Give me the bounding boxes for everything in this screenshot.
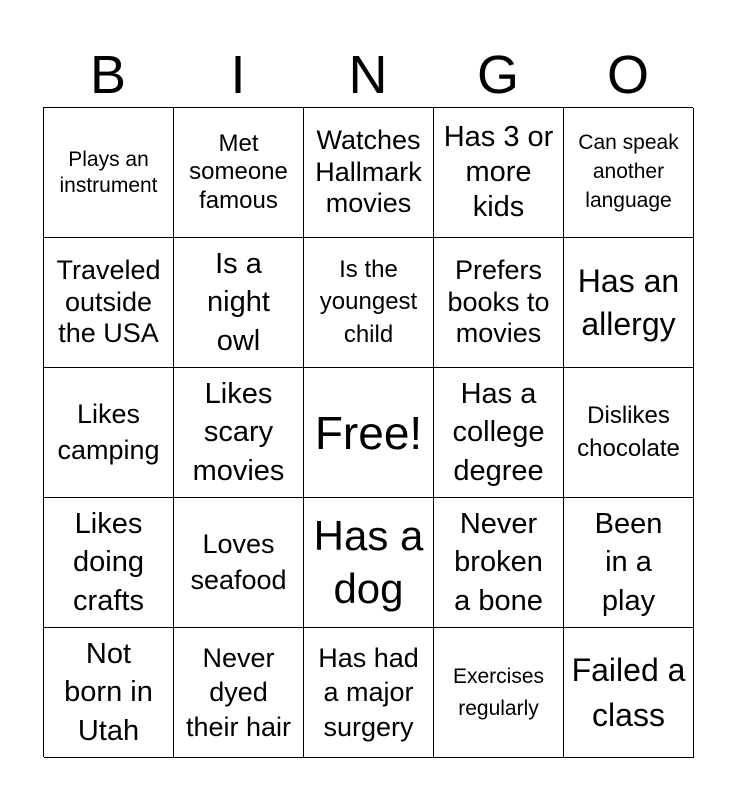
cell-text: Is the youngest child xyxy=(319,255,418,348)
header-letter-i: I xyxy=(230,45,246,105)
cell-text: Is a night owl xyxy=(207,248,270,357)
cell-text: Never broken a bone xyxy=(454,508,543,617)
cell-text: Never dyed their hair xyxy=(185,642,292,742)
header-letter-o: O xyxy=(606,45,649,105)
cell-text: Has had a major surgery xyxy=(318,642,419,742)
bingo-cell[interactable] xyxy=(564,628,694,758)
cell-text: Failed a class xyxy=(571,652,686,733)
bingo-cell[interactable] xyxy=(564,108,694,238)
cell-text: Has 3 or more kids xyxy=(443,121,554,223)
bingo-cell[interactable] xyxy=(44,368,174,498)
cell-text: Likes doing crafts xyxy=(73,508,144,617)
bingo-header xyxy=(43,44,693,106)
bingo-cell[interactable] xyxy=(174,108,304,238)
bingo-cell[interactable] xyxy=(564,368,694,498)
bingo-cell[interactable] xyxy=(434,368,564,498)
cell-text: Likes scary movies xyxy=(192,378,285,487)
bingo-cell[interactable] xyxy=(304,238,434,368)
bingo-cell[interactable] xyxy=(434,238,564,368)
cell-text: Not born in Utah xyxy=(64,638,153,747)
bingo-card xyxy=(43,107,693,757)
bingo-cell[interactable] xyxy=(564,498,694,628)
bingo-cell[interactable] xyxy=(44,238,174,368)
bingo-cell[interactable] xyxy=(44,108,174,238)
cell-text: Plays an instrument xyxy=(59,148,158,197)
cell-text: Exercises regularly xyxy=(452,665,545,720)
cell-text: Has an allergy xyxy=(577,263,680,342)
bingo-cell[interactable] xyxy=(174,498,304,628)
bingo-cell[interactable] xyxy=(434,498,564,628)
cell-text: Been in a play xyxy=(594,508,663,617)
bingo-cell[interactable] xyxy=(564,238,694,368)
cell-text: Loves seafood xyxy=(190,528,287,595)
header-letter-b: B xyxy=(89,45,127,105)
cell-text: Watches Hallmark movies xyxy=(315,124,422,219)
cell-text: Prefers books to movies xyxy=(447,254,550,349)
cell-text: Met someone famous xyxy=(189,130,288,214)
bingo-cell[interactable] xyxy=(434,108,564,238)
cell-text: Likes camping xyxy=(57,399,160,465)
bingo-cell[interactable] xyxy=(304,628,434,758)
bingo-cell[interactable] xyxy=(304,108,434,238)
cell-text: Free! xyxy=(314,406,423,459)
bingo-cell[interactable] xyxy=(44,628,174,758)
free-space[interactable] xyxy=(304,368,434,498)
header-letter-n: N xyxy=(348,45,388,105)
bingo-cell[interactable] xyxy=(434,628,564,758)
bingo-cell[interactable] xyxy=(174,368,304,498)
cell-text: Can speak another language xyxy=(578,131,679,212)
bingo-cell[interactable] xyxy=(304,498,434,628)
cell-text: Traveled outside the USA xyxy=(56,254,161,349)
header-letter-g: G xyxy=(476,45,519,105)
cell-text: Has a dog xyxy=(313,512,424,612)
bingo-cell[interactable] xyxy=(174,238,304,368)
bingo-cell[interactable] xyxy=(174,628,304,758)
cell-text: Has a college degree xyxy=(452,378,545,487)
cell-text: Dislikes chocolate xyxy=(577,402,680,462)
bingo-cell[interactable] xyxy=(44,498,174,628)
